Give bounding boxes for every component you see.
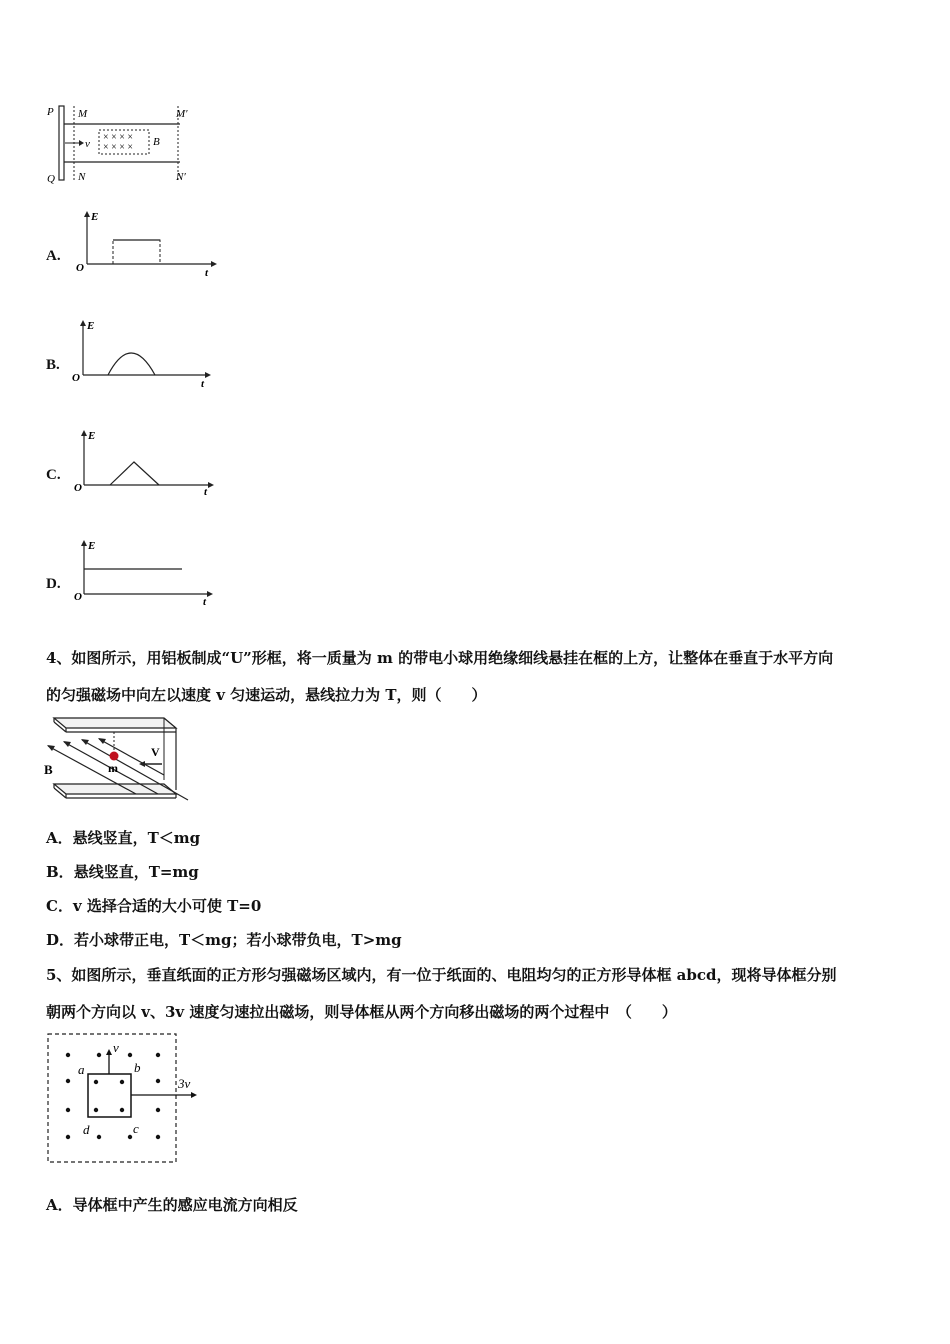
q3-option-c-graph[interactable] [73,427,218,499]
axis-label-t: t [203,596,207,608]
corner-d: d [83,1122,90,1137]
field-crosses-top: × × × × [103,132,134,143]
q3-option-d-graph[interactable] [72,537,217,609]
q3-option-b-graph[interactable] [70,317,215,389]
rail-field-figure [45,100,205,190]
q4-option-b-label: B． [46,863,74,881]
axis-label-E: E [88,540,96,552]
axis-label-t: t [204,486,208,498]
q5-option-a[interactable] [46,1194,298,1215]
q3-option-c-label[interactable]: C. [46,467,61,483]
q4-option-b-text: 悬线竖直，T=mg [73,863,199,881]
q3-option-a-label[interactable]: A. [46,248,61,264]
field-crosses-bottom: × × × × [103,142,134,153]
q4-option-b[interactable] [46,861,199,882]
axis-label-t: t [201,378,205,389]
label-M-prime: M′ [176,108,188,120]
q3-option-b-label[interactable]: B. [46,357,60,373]
label-m: m [108,761,118,775]
q5-option-a-label: A． [46,1196,73,1214]
axis-label-E: E [91,211,99,223]
label-3v: 3v [178,1076,191,1091]
label-N-prime: N′ [176,171,186,183]
origin-label: O [72,372,80,384]
axis-label-E: E [87,320,95,332]
q4-option-d-label: D． [46,931,75,949]
axis-label-E: E [88,430,96,442]
corner-b: b [134,1060,141,1075]
q5-option-a-text: 导体框中产生的感应电流方向相反 [72,1196,298,1214]
q4-option-d-text: 若小球带正电，T＜mg；若小球带负电，T>mg [74,931,402,949]
q4-stem-line-1: 4、如图所示，用铝板制成“U”形框，将一质量为 m 的带电小球用绝缘细线悬挂在框的上方，让整体在垂直于水平方向 [46,649,834,667]
q5-stem-line-2: 朝两个方向以 v、3v 速度匀速拉出磁场，则导体框从两个方向移出磁场的两个过程中 （ ） [46,1003,677,1021]
label-N: N [78,171,86,183]
q4-option-a-text: 悬线竖直，T＜mg [72,829,201,847]
label-M: M [78,108,88,120]
label-v: v [113,1040,119,1055]
u-frame-figure [44,712,194,804]
q4-option-a-label: A． [46,829,73,847]
square-field-figure [44,1030,204,1170]
q4-option-c-label: C． [46,897,73,915]
label-Q: Q [47,173,55,185]
origin-label: O [74,591,82,603]
q3-option-a-graph[interactable] [75,208,220,280]
q4-stem-line-2: 的匀强磁场中向左以速度 v 匀速运动，悬线拉力为 T，则（ ） [46,686,487,704]
q4-option-d[interactable] [46,929,402,950]
label-V: V [151,745,160,759]
q4-option-a[interactable] [46,827,200,848]
label-v: v [85,138,90,150]
origin-label: O [74,482,82,494]
q3-option-d-label[interactable]: D. [46,576,61,592]
q5-stem-line-1: 5、如图所示，垂直纸面的正方形匀强磁场区域内，有一位于纸面的、电阻均匀的正方形导体框 abcd，现将导体框分别 [46,966,837,984]
q4-option-c[interactable] [46,895,261,916]
corner-a: a [78,1062,85,1077]
corner-c: c [133,1121,139,1136]
origin-label: O [76,262,84,274]
label-B: B [153,136,160,148]
label-P: P [47,106,54,118]
axis-label-t: t [205,267,209,279]
label-B: B [44,762,53,777]
q4-option-c-text: v 选择合适的大小可使 T=0 [72,897,262,915]
